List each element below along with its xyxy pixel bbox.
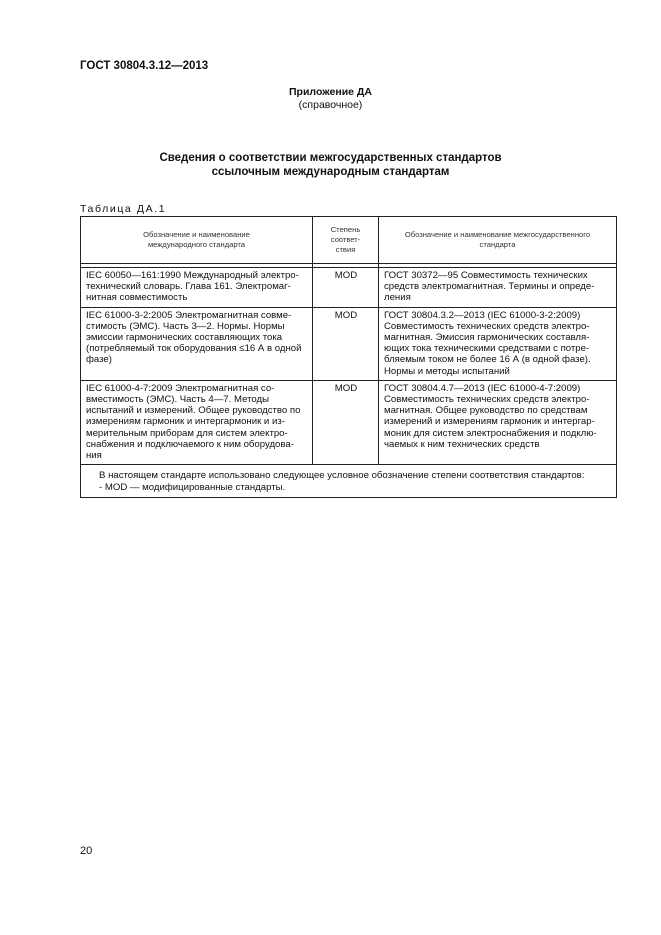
interstate-standard-cell: ГОСТ 30804.4.7—2013 (IEC 61000-4-7:2009) Совместимость технических средств электро-магнитная. Общее руководство по средствам измерений и измерениям гармоник и интергар-моник для систем электроснабжения и подклю-чаемых к ним технических средств [379, 380, 617, 464]
section-title-line-2: ссылочным международным стандартам [211, 165, 450, 178]
table-notes-row [81, 465, 617, 498]
interstate-standard-cell: ГОСТ 30372—95 Совместимость технических средств электромагнитная. Термины и опреде-ления [379, 268, 617, 308]
appendix-heading [0, 86, 661, 111]
table-header-row [81, 217, 617, 264]
table-notes-cell [81, 465, 617, 498]
notes-line-1: В настоящем стандарте использовано следующее условное обозначение степени соответствия стандартов: [99, 470, 585, 482]
standards-correspondence-table [80, 216, 617, 498]
degree-cell: MOD [313, 380, 379, 464]
document-code: ГОСТ 30804.3.12—2013 [80, 60, 209, 72]
section-title-line-1: Сведения о соответствии межгосударственных стандартов [159, 152, 502, 164]
appendix-title: Приложение ДА [289, 86, 372, 98]
notes-line-2: - MOD — модифицированные стандарты. [99, 482, 286, 494]
international-standard-cell: IEC 61000-3-2:2005 Электромагнитная совме-стимость (ЭМС). Часть 3—2. Нормы. Нормы эмиссии гармонических составляющих тока (потребляемый ток оборудования ≤16 А в одной фазе) [81, 307, 313, 380]
section-title [0, 152, 661, 179]
header-degree-of-correspondence: Степень соответ- ствия [313, 217, 379, 264]
header-international-standard: Обозначение и наименование международного стандарта [81, 217, 313, 264]
table-row [81, 307, 617, 380]
interstate-standard-cell: ГОСТ 30804.3.2—2013 (IEC 61000-3-2:2009) Совместимость технических средств электро-магнитная. Эмиссия гармонических составля-ющих тока техническими средствами с потре-бляемым током не более 16 А (в одной фазе). Нормы и методы испытаний [379, 307, 617, 380]
header-interstate-standard: Обозначение и наименование межгосударственного стандарта [379, 217, 617, 264]
degree-cell: MOD [313, 268, 379, 308]
page-number: 20 [80, 845, 93, 857]
table-row [81, 380, 617, 464]
table-row [81, 268, 617, 308]
degree-cell: MOD [313, 307, 379, 380]
table-caption: Таблица ДА.1 [80, 203, 167, 215]
international-standard-cell: IEC 60050—161:1990 Международный электро-технический словарь. Глава 161. Электромаг-нитная совместимость [81, 268, 313, 308]
international-standard-cell: IEC 61000-4-7:2009 Электромагнитная со-вместимость (ЭМС). Часть 4—7. Методы испытаний и измерений. Общее руководство по измерениям гармоник и интергармоник и из-мерительным приборам для систем электро-снабжения и подключаемого к ним оборудова-ния [81, 380, 313, 464]
appendix-subtitle: (справочное) [298, 98, 363, 111]
